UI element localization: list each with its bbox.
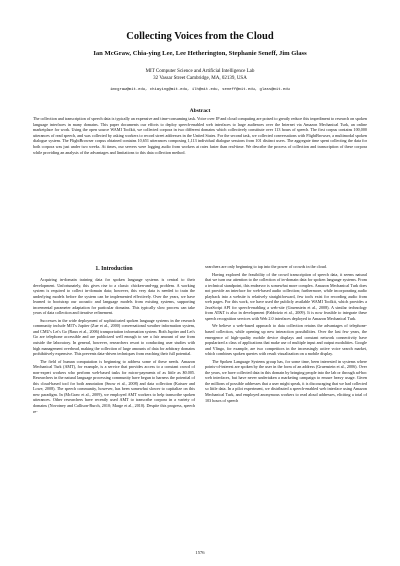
intro-paragraph-2: Successes in the wide deployment of sophisticated spoken language systems in the research community include MIT's Jupiter (Zue et al., 2000) conversational weather information system, and CMU's Let's Go (Raux et al., 2006) transportation information system. Both Jupiter and Let's Go are telephone accessible and are publicized well enough to see a fair amount of use from outside the laboratory. In general, however, researchers resort to conducting user studies with high management overhead, making the collection of large amounts of data for arbitrary domains prohibitively expensive. This prevents data-driven techniques from reaching their full potential. — [33, 317, 195, 357]
intro-paragraph-1: Acquiring in-domain training data for spoken language systems is central to their development. Unfortunately, this gives rise to a classic chicken-and-egg problem. A working system is required to collect in-domain data; however, this very data is needed to train the underlying models before the system can be implemented effectively. Over the years, we have learned to bootstrap our acoustic and language models from existing systems, supporting incremental parameter adaptation for particular domains. This typically slow process can take years of data collection and iterative refinement. — [33, 277, 195, 316]
affiliation-line-1: MIT Computer Science and Artificial Intelligence Lab — [145, 69, 255, 74]
author-list: Ian McGraw, Chia-ying Lee, Lee Hetherington, Stephanie Seneff, Jim Glass — [93, 50, 307, 57]
abstract-heading: Abstract — [189, 108, 211, 114]
affiliation-line-2: 32 Vassar Street Cambridge, MA, 02139, USA — [153, 76, 247, 81]
abstract-text: The collection and transcription of speech data is typically an expensive and time-consuming task. Voice over IP and cloud computing are poised to greatly reduce this impediment to research on spoken language interfaces in many domains. This paper documents our efforts to deploy speech-enabled web interfaces to large audiences over the Internet via Amazon Mechanical Turk, an online marketplace for work. Using the open source WAMI Toolkit, we collected corpora in two different domains which collectively constitute over 113 hours of speech. The first corpus contains 100,000 utterances of read speech, and was collected by asking workers to record street addresses in the United States. For the second task, we collected conversations with FlightBrowser, a multimodal spoken dialogue system. The FlightBrowser corpus obtained contains 10,651 utterances composing 1,113 individual dialogue sessions from 101 distinct users. The aggregate time spent collecting the data for both corpora was just under two weeks. At times, our servers were logging audio from workers at rates faster than real-time. We describe the process of collection and transcription of these corpora while providing an analysis of the advantages and limitations to this data collection method. — [33, 116, 367, 155]
affiliation — [0, 68, 400, 82]
section-heading-introduction: 1. Introduction — [95, 266, 133, 272]
page-number: 1576 — [195, 550, 205, 555]
intro-paragraph-5: Having explored the feasibility of the crowd transcription of speech data, it seems natural that we turn our attention to the collection of in-domain data for spoken language systems. From a technical standpoint, this endeavor is somewhat more complex. Amazon Mechanical Turk does not provide an interface for web-based audio collection; furthermore, while incorporating audio playback into a website is relatively straightforward, few tools exist for recording audio from web pages. For this work, we have used the publicly available WAMI Toolkit, which provides a JavaScript API for speech-enabling a web-site (Gruenstein et al., 2008). A similar technology from AT&T is also in development (Fabbrizio et al., 2009). It is now feasible to integrate these speech recognition services with Web 2.0 interfaces deployed to Amazon Mechanical Turk. — [205, 271, 367, 321]
intro-paragraph-7: The Spoken Language Systems group has, for some time, been interested in systems where points-of-interest are spoken by the user in the form of an address (Gruenstein et al., 2006). Over the years, we have collected data in this domain by bringing people into the lab or through ad-hoc web interfaces, but have never undertaken a marketing campaign to ensure heavy usage. Given the millions of possible addresses that a user might speak, it is discouraging that we had collected so little data. In a pilot experiment, we distributed a speech-enabled web interface using Amazon Mechanical Turk, and employed anonymous workers to read aloud addresses, eliciting a total of 103 hours of speech — [205, 358, 367, 403]
intro-paragraph-6: We believe a web-based approach to data collection retains the advantages of telephone-based collection, while opening up new interaction possibilities. Over the last few years, the emergence of high-quality mobile device displays and constant network connectivity have popularized a class of applications that make use of multiple input and output modalities. Google and Vlingo, for example, are two competitors in the increasingly active voice search market, which combines spoken queries with result visualization on a mobile display. — [205, 323, 367, 357]
intro-paragraph-3: The field of human computation is beginning to address some of these needs. Amazon Mechanical Turk (AMT), for example, is a service that provides access to a constant crowd of non-expert workers who perform web-based tasks for micro-payments of as little as $0.005. Researchers in the natural language processing community have begun to harness the potential of this cloud-based tool for both annotation (Snow et al., 2008) and data collection (Kaisser and Lowe, 2008). The speech community, however, has been somewhat slower to capitalize on this new paradigm. In (McGraw et al., 2009), we employed AMT workers to help transcribe spoken utterances. Other researchers have recently used AMT to transcribe corpora in a variety of domains (Novotney and Callison-Burch, 2010; Marge et al., 2010). Despite this progress, speech re- — [33, 358, 195, 414]
left-column — [33, 266, 195, 414]
paper-title: Collecting Voices from the Cloud — [126, 31, 274, 42]
author-emails: imcgraw@mit.edu, chiaying@mit.edu, ilh@mit.edu, seneff@mit.edu, glass@mit.edu — [110, 88, 290, 92]
intro-paragraph-4: searchers are only beginning to tap into the power of crowds in the cloud. — [205, 264, 327, 269]
right-column — [205, 264, 367, 403]
